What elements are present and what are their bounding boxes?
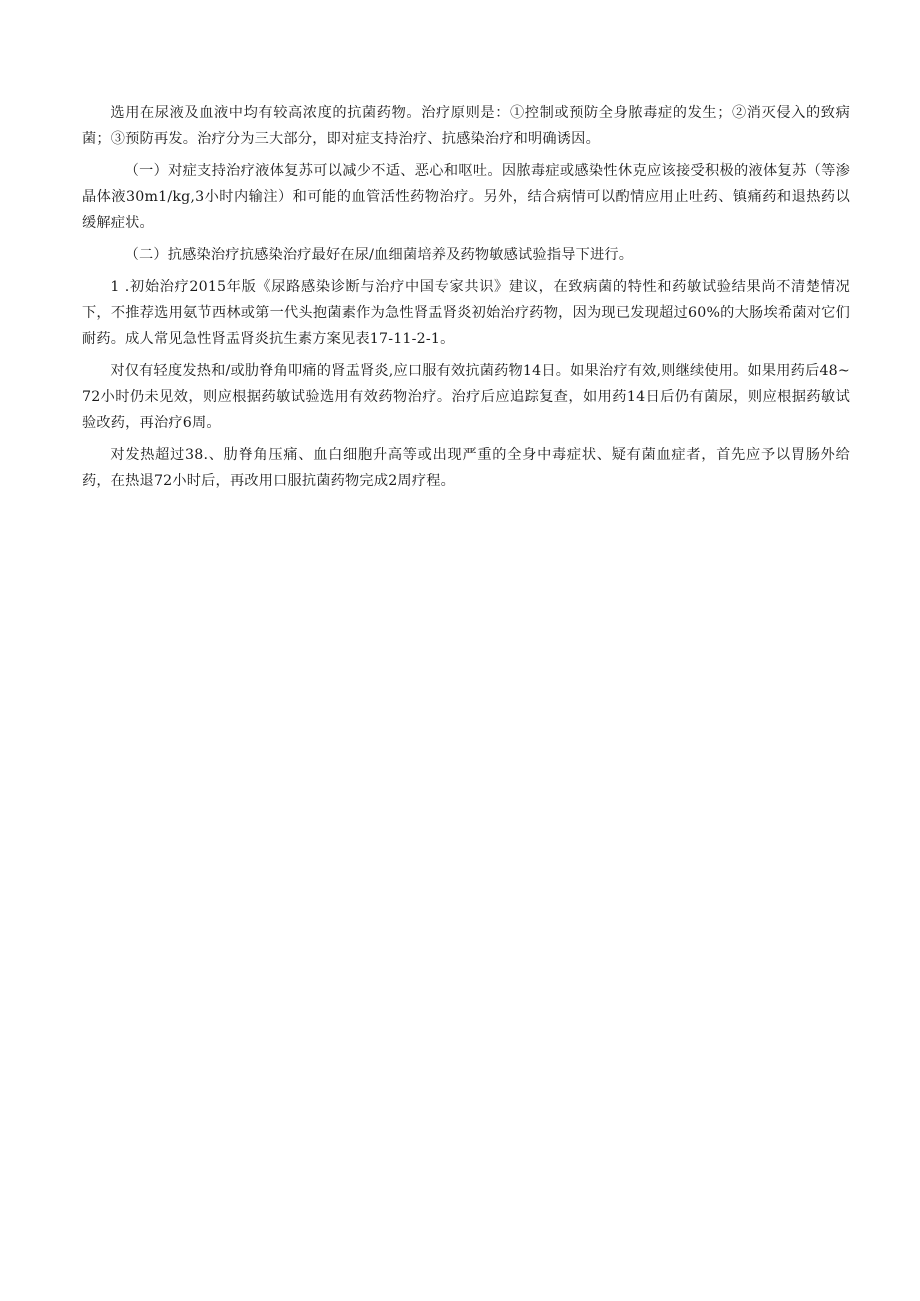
paragraph-supportive-therapy: （一）对症支持治疗液体复苏可以减少不适、恶心和呕吐。因脓毒症或感染性休克应该接受积极的液体复苏（等渗晶体液30m1∕kg,3小时内输注）和可能的血管活性药物治疗。另外，结合病情可以酌情应用止吐药、镇痛药和退热药以缓解症状。: [82, 163, 850, 231]
paragraph-initial-treatment: 1 .初始治疗2015年版《尿路感染诊断与治疗中国专家共识》建议，在致病菌的特性和药敏试验结果尚不清楚情况下，不推荐选用氨节西林或第一代头抱菌素作为急性肾盂肾炎初始治疗药物，因为现已发现超过60%的大肠埃希菌对它们耐药。成人常见急性肾盂肾炎抗生素方案见表17-11-2-1。: [82, 279, 850, 347]
paragraph-severe-fever-treatment: 对发热超过38.、肋脊角压痛、血白细胞升高等或出现严重的全身中毒症状、疑有菌血症者，首先应予以胃肠外给药，在热退72小时后，再改用口服抗菌药物完成2周疗程。: [82, 447, 850, 489]
document-body: [82, 100, 850, 494]
paragraph-mild-fever-treatment: 对仅有轻度发热和/或肋脊角叩痛的肾盂肾炎,应口服有效抗菌药物14日。如果治疗有效,则继续使用。如果用药后48~72小时仍未见效，则应根据药敏试验选用有效药物治疗。治疗后应追踪复查，如用药14日后仍有菌尿，则应根据药敏试验改药，再治疗6周。: [82, 363, 850, 431]
paragraph-treatment-principles: 选用在尿液及血液中均有较高浓度的抗菌药物。治疗原则是：①控制或预防全身脓毒症的发生；②消灭侵入的致病菌；③预防再发。治疗分为三大部分，即对症支持治疗、抗感染治疗和明确诱因。: [82, 105, 850, 147]
paragraph-anti-infection-therapy: （二）抗感染治疗抗感染治疗最好在尿/血细菌培养及药物敏感试验指导下进行。: [124, 247, 634, 263]
